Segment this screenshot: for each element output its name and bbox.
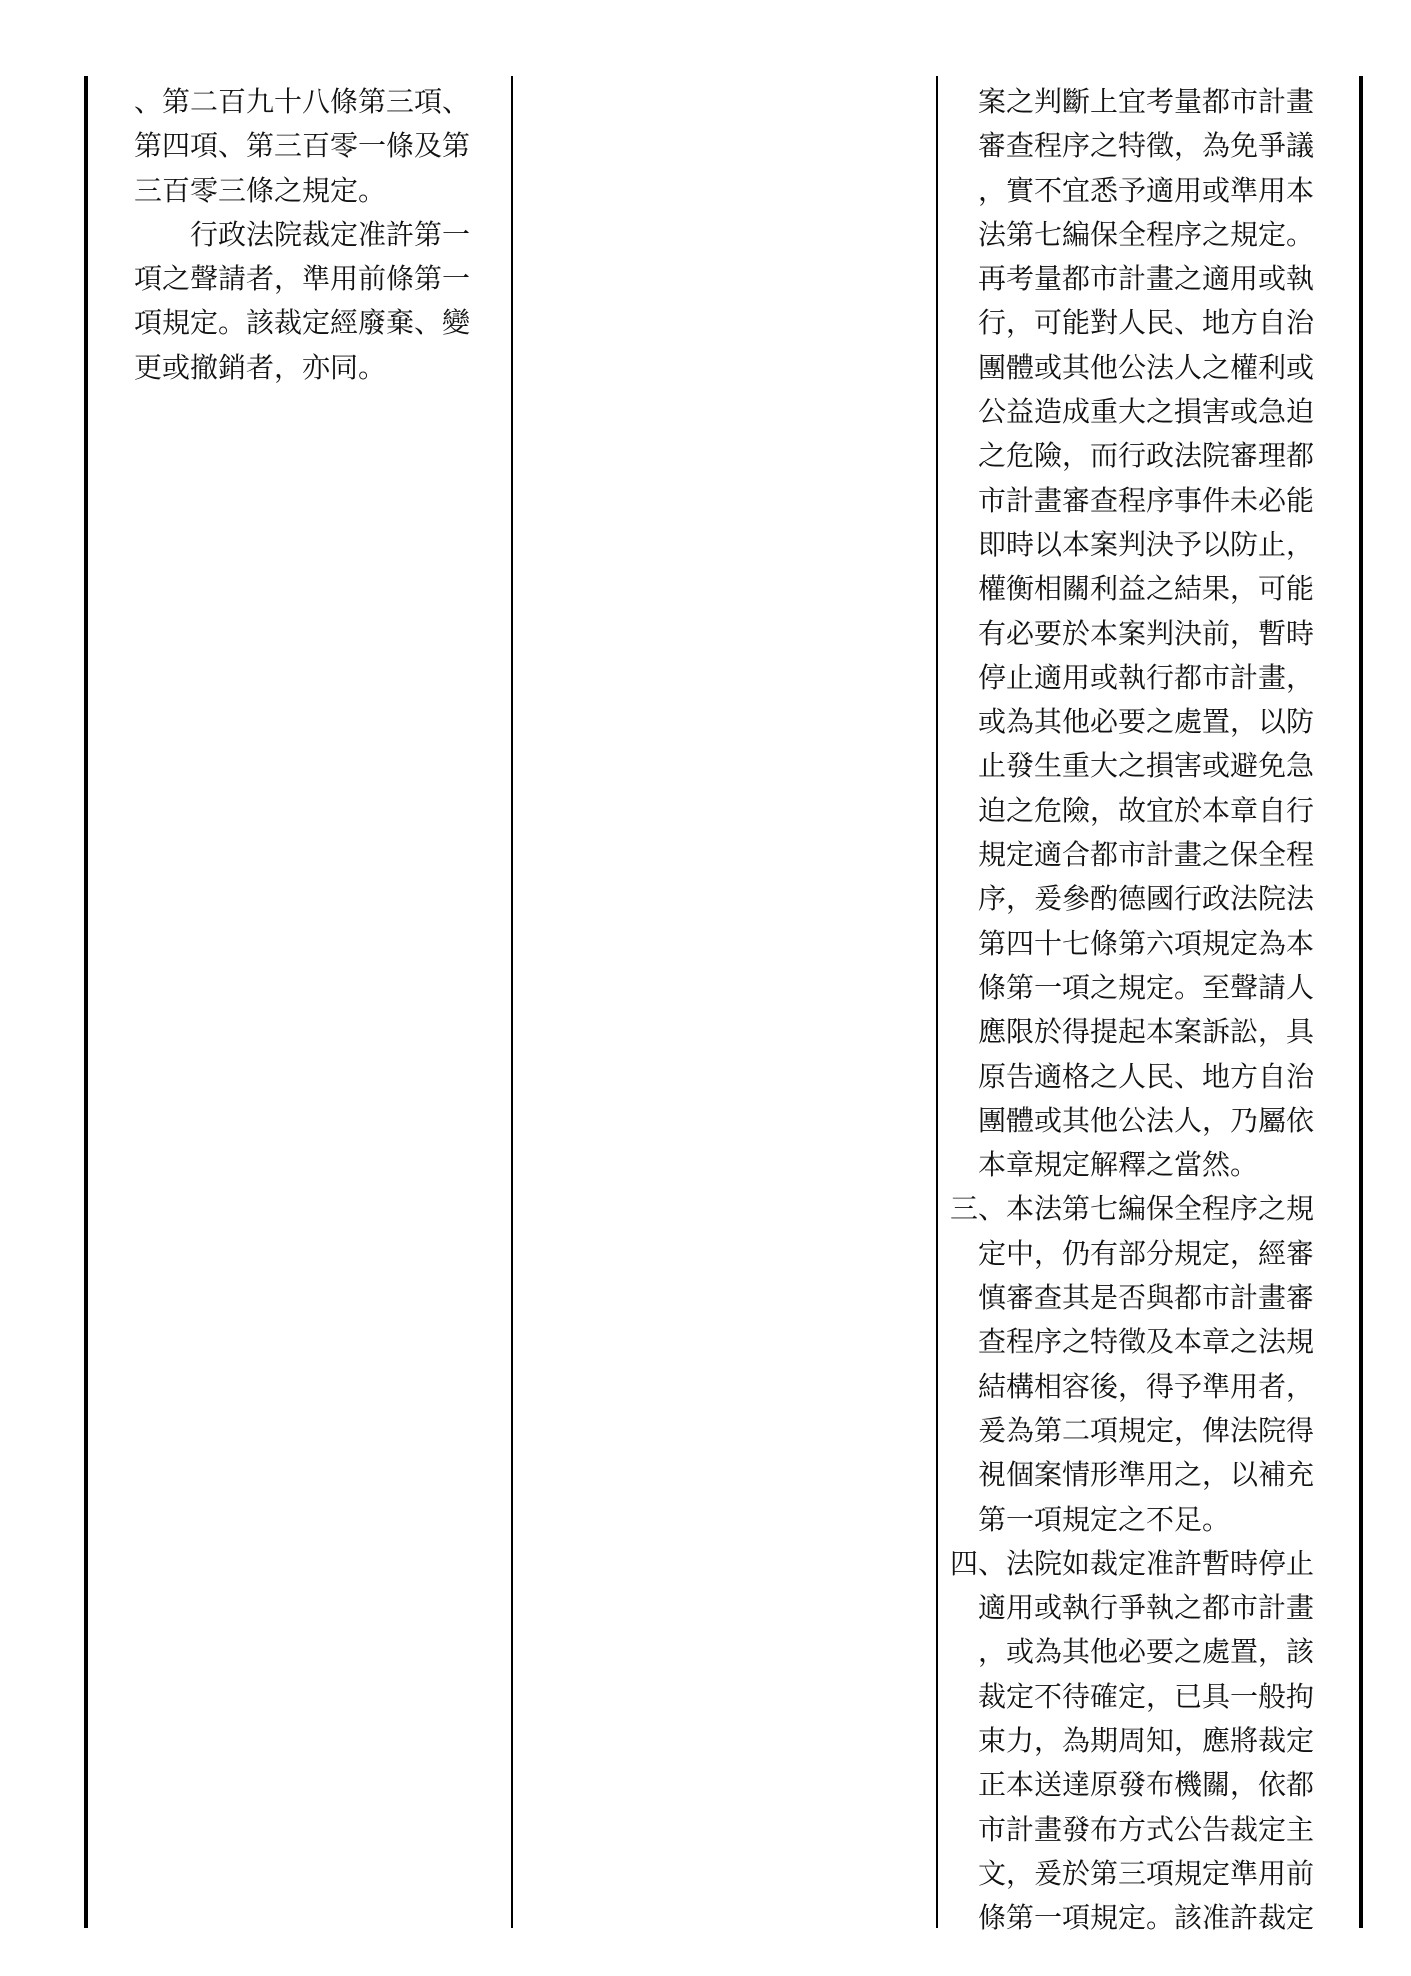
right-column-line: 束力，為期周知，應將裁定 [950, 1723, 1315, 1757]
right-column-line: 停止適用或執行都市計畫， [950, 660, 1315, 694]
column-divider-1 [511, 76, 513, 1928]
right-column-line: 團體或其他公法人之權利或 [950, 350, 1315, 384]
right-column-line: 即時以本案判決予以防止， [950, 527, 1315, 561]
table-border-left [84, 76, 88, 1928]
right-column-line: 查程序之特徵及本章之法規 [950, 1325, 1315, 1359]
right-column-line: 定中，仍有部分規定，經審 [950, 1236, 1315, 1270]
right-column-line: 第四十七條第六項規定為本 [950, 926, 1315, 960]
left-column-line: 更或撤銷者，亦同。 [134, 350, 387, 384]
right-column-line: 慎審查其是否與都市計畫審 [950, 1281, 1315, 1315]
right-column-line: 再考量都市計畫之適用或執 [950, 262, 1315, 296]
right-column-line: 市計畫發布方式公告裁定主 [950, 1812, 1315, 1846]
right-column-line: 本章規定解釋之當然。 [950, 1148, 1259, 1182]
right-column-line: ，或為其他必要之處置，該 [950, 1635, 1315, 1669]
right-column-line: 三、本法第七編保全程序之規 [950, 1192, 1315, 1226]
right-column-line: 條第一項之規定。至聲請人 [950, 970, 1315, 1004]
right-column-line: 市計畫審查程序事件未必能 [950, 483, 1315, 517]
right-column-line: 規定適合都市計畫之保全程 [950, 838, 1315, 872]
right-column-line: 裁定不待確定，已具一般拘 [950, 1679, 1315, 1713]
left-column-line: 、第二百九十八條第三項、 [134, 85, 471, 118]
right-column-line: 視個案情形準用之，以補充 [950, 1458, 1315, 1492]
right-column-line: 第一項規定之不足。 [950, 1502, 1231, 1536]
column-divider-2 [936, 76, 938, 1928]
right-column-line: 序，爰參酌德國行政法院法 [950, 882, 1315, 916]
right-column-line: 或為其他必要之處置，以防 [950, 705, 1315, 739]
right-column-line: 權衡相關利益之結果，可能 [950, 572, 1315, 606]
right-column-line: 條第一項規定。該准許裁定 [950, 1901, 1315, 1935]
right-column-line: 文，爰於第三項規定準用前 [950, 1856, 1315, 1890]
right-column-line: 正本送達原發布機關，依都 [950, 1768, 1315, 1802]
right-column-line: 四、法院如裁定准許暫時停止 [950, 1546, 1315, 1580]
right-column-line: 爰為第二項規定，俾法院得 [950, 1413, 1315, 1447]
right-column-line: 案之判斷上宜考量都市計畫 [950, 85, 1315, 118]
right-column-line: 適用或執行爭執之都市計畫 [950, 1591, 1315, 1625]
left-column-text [134, 80, 494, 390]
right-column-line: 法第七編保全程序之規定。 [950, 217, 1315, 251]
right-column-line: ，實不宜悉予適用或準用本 [950, 173, 1315, 207]
left-column-line: 項規定。該裁定經廢棄、變 [134, 306, 471, 340]
right-column-line: 止發生重大之損害或避免急 [950, 749, 1315, 783]
right-column-line: 公益造成重大之損害或急迫 [950, 395, 1315, 429]
right-column-line: 之危險，而行政法院審理都 [950, 439, 1315, 473]
right-column-line: 結構相容後，得予準用者， [950, 1369, 1315, 1403]
table-border-right [1359, 76, 1363, 1928]
right-column-line: 行，可能對人民、地方自治 [950, 306, 1315, 340]
right-column-line: 有必要於本案判決前，暫時 [950, 616, 1315, 650]
right-column-line: 審查程序之特徵，為免爭議 [950, 129, 1315, 163]
right-column-line: 迫之危險，故宜於本章自行 [950, 793, 1315, 827]
left-column-line: 項之聲請者，準用前條第一 [134, 262, 471, 296]
right-column-line: 應限於得提起本案訴訟，具 [950, 1015, 1315, 1049]
right-column-line: 原告適格之人民、地方自治 [950, 1059, 1315, 1093]
right-column-text [950, 80, 1345, 1940]
right-column-line: 團體或其他公法人，乃屬依 [950, 1103, 1315, 1137]
left-column-line: 三百零三條之規定。 [134, 173, 387, 207]
left-column-line: 行政法院裁定准許第一 [134, 217, 471, 251]
left-column-line: 第四項、第三百零一條及第 [134, 129, 471, 163]
